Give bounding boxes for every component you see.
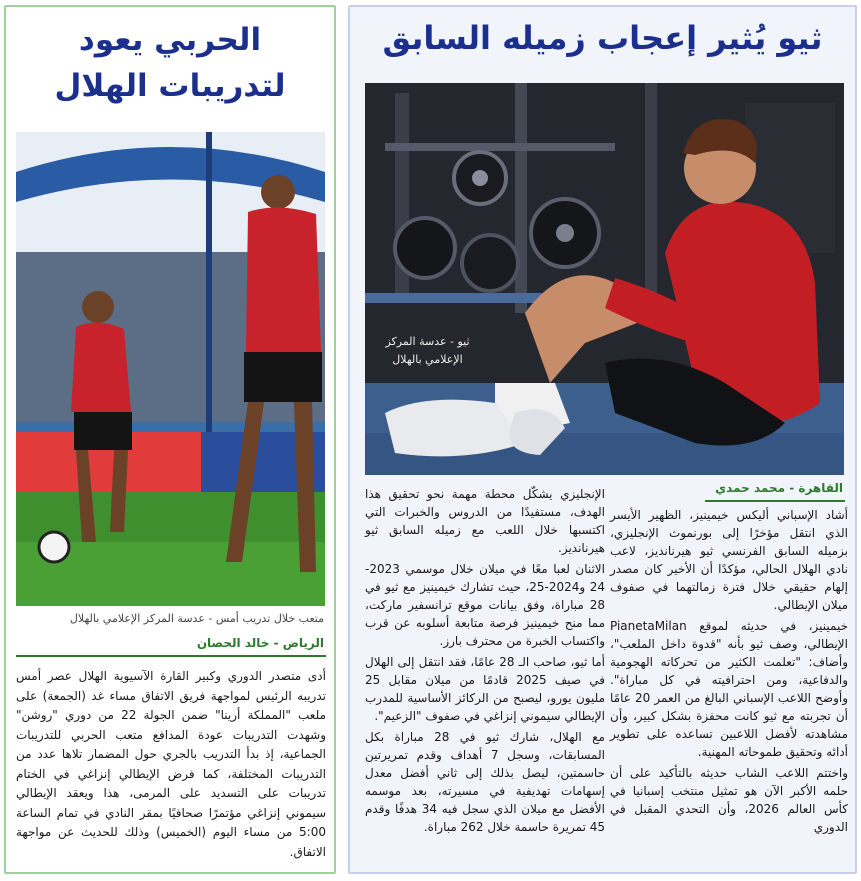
photo-caption: متعب خلال تدريب أمس - عدسة المركز الإعلامي بالهلال <box>69 612 324 625</box>
training-scene-illustration <box>16 132 325 606</box>
paragraph: مع الهلال، شارك ثيو في 28 مباراة بكل المسابقات، وسجل 7 أهداف وقدم تمريرتين حاسمتين، ليصل بذلك إلى ثاني أفضل معدل إسهامات تهديفية في مسيرته، بعد موسمه الأفضل مع ميلان الذي سجل فيه 34 هدفًا وقدم 45 تمريرة حاسمة خلال 262 مباراة. <box>365 730 605 834</box>
paragraph: الاثنان لعبا معًا في ميلان خلال موسمي 2023-24 و2024-25، حيث تشارك خيمينيز مع ثيو في 28 مباراة، وفق بيانات موقع ترانسفير ماركت، مما منح خيمينيز فرصة متابعة أسلوبه عن قرب واكتساب الخبرة من محترف بارز. <box>365 562 605 648</box>
article-headline <box>6 17 334 109</box>
paragraph: الإنجليزي يشكّل محطة مهمة نحو تحقيق هذا الهدف، مستفيدًا من الدروس والخبرات التي اكتسبها خلال اللعب مع زميله السابق ثيو هيرنانديز. <box>365 487 605 555</box>
byline-divider <box>705 500 845 502</box>
article-column-right <box>610 506 848 839</box>
headline-line: لتدريبات الهلال <box>54 68 286 104</box>
article-body: أدى متصدر الدوري وكبير القارة الآسيوية الهلال عصر أمس تدريبه الرئيس لمواجهة فريق الاتفاق مساء غد (الجمعة) على ملعب "المملكة أرينا" ضمن الجولة 22 من دوري "روشن" وشهدت التدريبات عودة المدافع متعب الحربي للتدريبات الجماعية، إذ بدأ التدريب بالجري حول المضمار تلاها عدد من التدريبات المختلفة، كما فرض الإيطالي إنزاغي في الختام تدريبات على التسديد على المرمى، هذا ويعقد الإيطالي سيموني إنزاغي مؤتمرًا صحافيًا بمقر النادي في تمام الساعة 5:00 من مساء اليوم (الخميس) وذلك للحديث عن مواجهة الاتفاق. <box>16 669 326 859</box>
article-harbi <box>4 5 336 874</box>
gym-scene-illustration <box>365 83 844 475</box>
photo-caption: ثيو - عدسة المركز الإعلامي بالهلال <box>385 335 470 366</box>
paragraph: واختتم اللاعب الشاب حديثه بالتأكيد على أن حلمه الأكبر الآن هو تمثيل منتخب إسبانيا في كأس العالم 2026، وأن التحدي المقبل في الدوري <box>610 766 848 834</box>
paragraph: أما ثيو، صاحب الـ 28 عامًا، فقد انتقل إلى الهلال في صيف 2025 قادمًا من ميلان مقابل 25 مليون يورو، ليصبح من الركائز الأساسية للمدرب الإيطالي سيموني إنزاغي في صفوف "الزعيم". <box>365 655 606 723</box>
paragraph: خيمينيز، في حديثه لموقع PianetaMilan الإيطالي، وصف ثيو بأنه "قدوة داخل الملعب"، وأضاف: "تعلمت الكثير من تحركاته الهجومية والدفاعية، ومن احترافيته في كل مباراة". وأوضح اللاعب الإسباني البالغ من العمر 20 عامًا أن تجربته مع ثيو كانت محفزة بشكل كبير، وأن مشاهدته لأفضل اللاعبين تساعده على تطوير أدائه وتحقيق طموحاته المهنية. <box>610 619 848 759</box>
headline-line: الحربي يعود <box>78 22 262 58</box>
theo-gym-photo <box>365 83 844 475</box>
byline-divider <box>16 655 326 657</box>
byline: القاهرة - محمد حمدي <box>715 481 843 495</box>
byline: الرياض - خالد الحصان <box>196 636 324 650</box>
paragraph: أشاد الإسباني أليكس خيمينيز، الظهير الأيسر الذي انتقل مؤخرًا إلى بورنموث الإنجليزي، بزميله السابق الفرنسي ثيو هيرنانديز، لاعب نادي الهلال الحالي، مؤكدًا أن الأخير كان مصدر إلهام حقيقي خلال فترة زمالتهما في صفوف ميلان الإيطالي. <box>610 508 848 612</box>
training-photo <box>16 132 325 606</box>
article-theo <box>348 5 857 874</box>
article-headline: ثيو يُثير إعجاب زميله السابق <box>382 19 823 57</box>
article-column-left <box>365 485 605 839</box>
